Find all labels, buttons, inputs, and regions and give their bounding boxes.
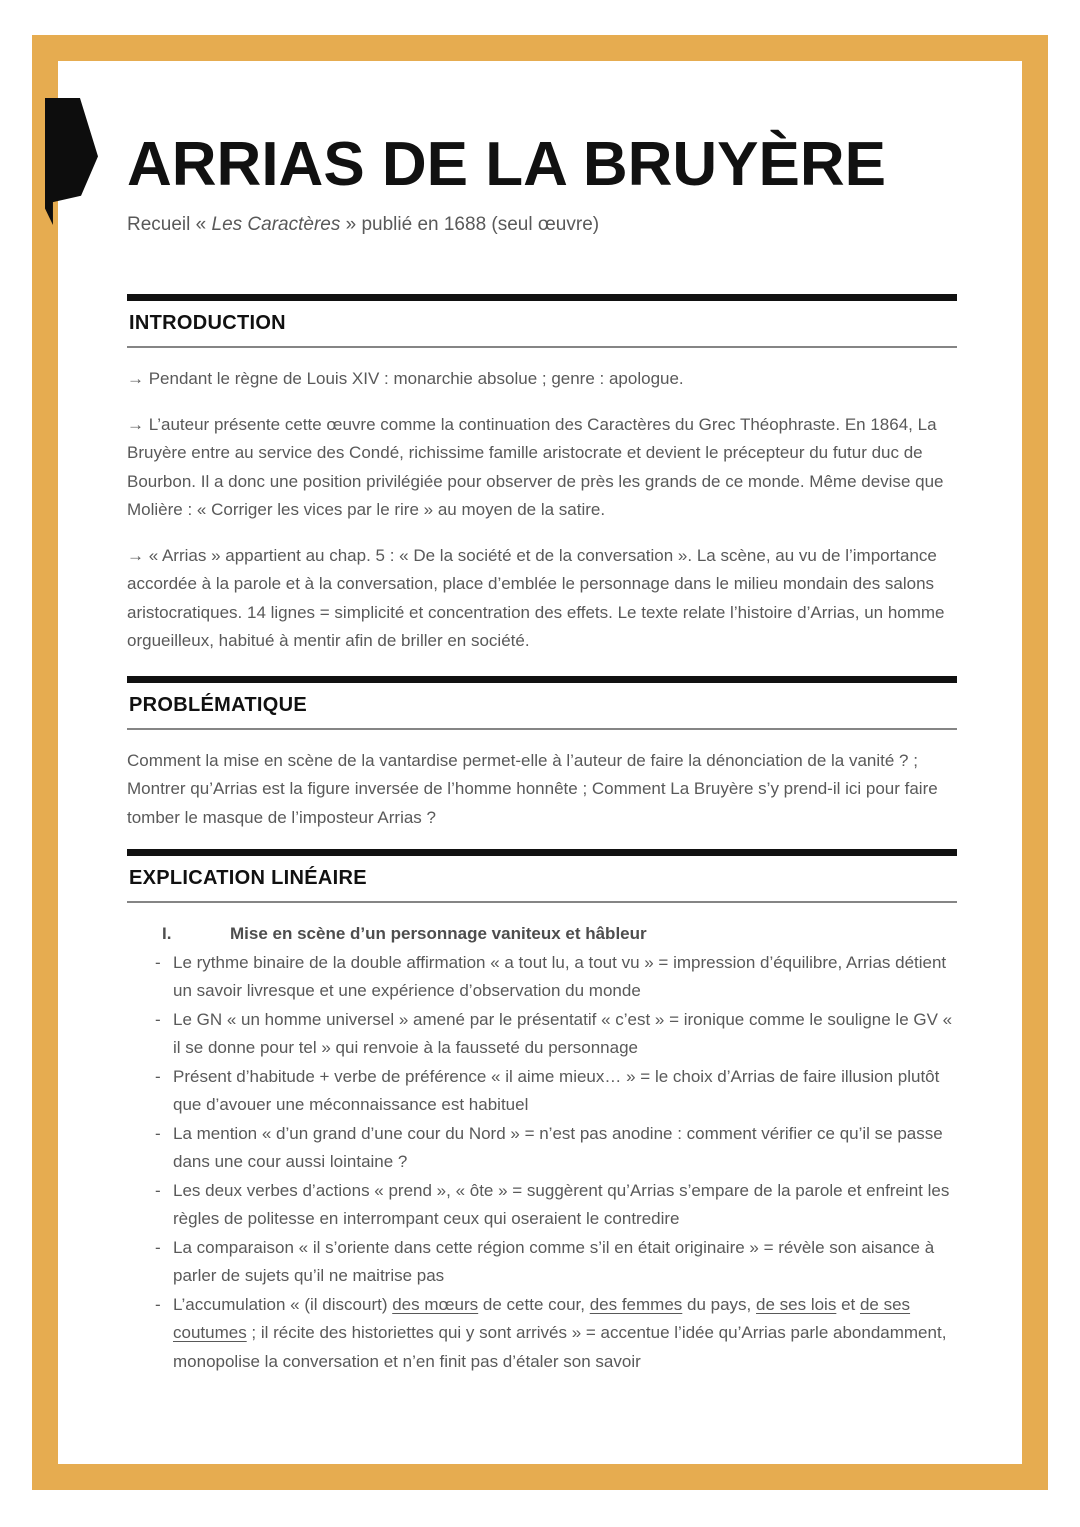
underlined-segment: de ses coutumes — [173, 1294, 911, 1342]
list-item-text: Les deux verbes d’actions « prend », « ôte » = suggèrent qu’Arrias s’empare de la parole et enfreint les règles de politesse en interrompant ceux qui oseraient le contredire — [173, 1180, 950, 1228]
underlined-segment: des femmes — [589, 1294, 683, 1314]
part-one-title: Mise en scène d’un personnage vaniteux et hâbleur — [230, 924, 647, 943]
underlined-segment: des mœurs — [392, 1294, 479, 1314]
section-rule-top — [127, 849, 957, 856]
intro-paragraph-2: → L’auteur présente cette œuvre comme la continuation des Caractères du Grec Théophraste. En 1864, La Bruyère entre au service des Condé, richissime famille aristocrate et devient le précepteur du futur duc de Bourbon. Il a donc une position privilégiée pour observer de près les grands de ce monde. Même devise que Molière : « Corriger les vices par le rire » au moyen de la satire. — [127, 414, 944, 519]
dash-bullet: - — [155, 1066, 161, 1086]
list-item-text: Le GN « un homme universel » amené par le présentatif « c’est » = ironique comme le souligne le GV « il se donne pour tel » qui renvoie à la fausseté du personnage — [173, 1009, 953, 1057]
text-segment: et — [836, 1294, 860, 1314]
list-item-text: Le rythme binaire de la double affirmation « a tout lu, a tout vu » = impression d’équilibre, Arrias détient un savoir livresque et une expérience d’observation du monde — [173, 952, 947, 1000]
section-rule-top — [127, 676, 957, 683]
dash-bullet: - — [155, 1294, 161, 1314]
subtitle-prefix: Recueil « — [127, 214, 212, 235]
list-item — [127, 1120, 957, 1177]
problematique-heading: PROBLÉMATIQUE — [129, 693, 307, 716]
page-title: ARRIAS DE LA BRUYÈRE — [127, 130, 886, 199]
page-subtitle — [127, 212, 957, 237]
bookmark-ribbon-icon — [45, 98, 98, 225]
list-item-text — [173, 1291, 957, 1377]
list-item — [127, 949, 957, 1006]
dash-bullet: - — [155, 1237, 161, 1257]
page-content — [127, 0, 957, 1376]
explication-heading: EXPLICATION LINÉAIRE — [129, 867, 367, 889]
intro-paragraph-1: → Pendant le règne de Louis XIV : monarchie absolue ; genre : apologue. — [127, 369, 684, 388]
dash-bullet: - — [155, 1009, 161, 1029]
list-item-text: La mention « d’un grand d’une cour du Nord » = n’est pas anodine : comment vérifier ce qu’il se passe dans une cour aussi lointaine ? — [173, 1123, 943, 1171]
text-segment: ; il récite des historiettes qui y sont arrivés » = accentue l’idée qu’Arrias parle abondamment, monopolise la conversation et n’en finit pas d’étaler son savoir — [173, 1323, 947, 1371]
list-item-accumulation — [127, 1291, 957, 1377]
section-introduction — [127, 294, 957, 656]
list-item — [127, 1063, 957, 1120]
dash-bullet: - — [155, 952, 161, 972]
text-segment: de cette cour, — [478, 1294, 590, 1314]
part-one-numeral: I. — [162, 924, 172, 943]
underlined-segment: de ses lois — [756, 1294, 837, 1314]
introduction-heading: INTRODUCTION — [129, 312, 286, 334]
list-item — [127, 1177, 957, 1234]
dash-bullet: - — [155, 1180, 161, 1200]
list-item-text: Présent d’habitude + verbe de préférence « il aime mieux… » = le choix d’Arrias de faire illusion plutôt que d’avouer une méconnaissance est habituel — [173, 1066, 940, 1114]
intro-paragraph-3: → « Arrias » appartient au chap. 5 : « De la société et de la conversation ». La scène, au vu de l’importance accordée à la parole et à la conversation, place d’emblée le personnage dans le milieu mondain des salons aristocratiques. 14 lignes = simplicité et concentration des effets. Le texte relate l’histoire d’Arrias, un homme orgueilleux, habitué à mentir afin de briller en société. — [127, 545, 945, 650]
analysis-list — [127, 949, 957, 1377]
list-item — [127, 1006, 957, 1063]
dash-bullet: - — [155, 1123, 161, 1143]
problematique-paragraph: Comment la mise en scène de la vantardise permet-elle à l’auteur de faire la dénonciation de la vanité ? ; Montrer qu’Arrias est la figure inversée de l’homme honnête ; Comment La Bruyère s’y prend-il ici pour faire tomber le masque de l’imposteur Arrias ? — [127, 750, 938, 827]
section-rule-bottom — [127, 901, 957, 903]
section-problematique — [127, 676, 957, 833]
list-item-text: La comparaison « il s’oriente dans cette région comme s’il en était originaire » = révèle son aisance à parler de sujets qu’il ne maitrise pas — [173, 1237, 935, 1285]
subtitle-suffix: » publié en 1688 (seul œuvre) — [340, 214, 600, 235]
section-rule-bottom — [127, 346, 957, 348]
text-segment: L’accumulation « (il discourt) — [173, 1294, 393, 1314]
text-segment: du pays, — [682, 1294, 757, 1314]
section-explication-lineaire — [127, 849, 957, 1376]
section-rule-top — [127, 294, 957, 301]
part-one-heading — [127, 920, 957, 949]
subtitle-work-title: Les Caractères — [211, 214, 341, 235]
list-item — [127, 1234, 957, 1291]
section-rule-bottom — [127, 728, 957, 730]
